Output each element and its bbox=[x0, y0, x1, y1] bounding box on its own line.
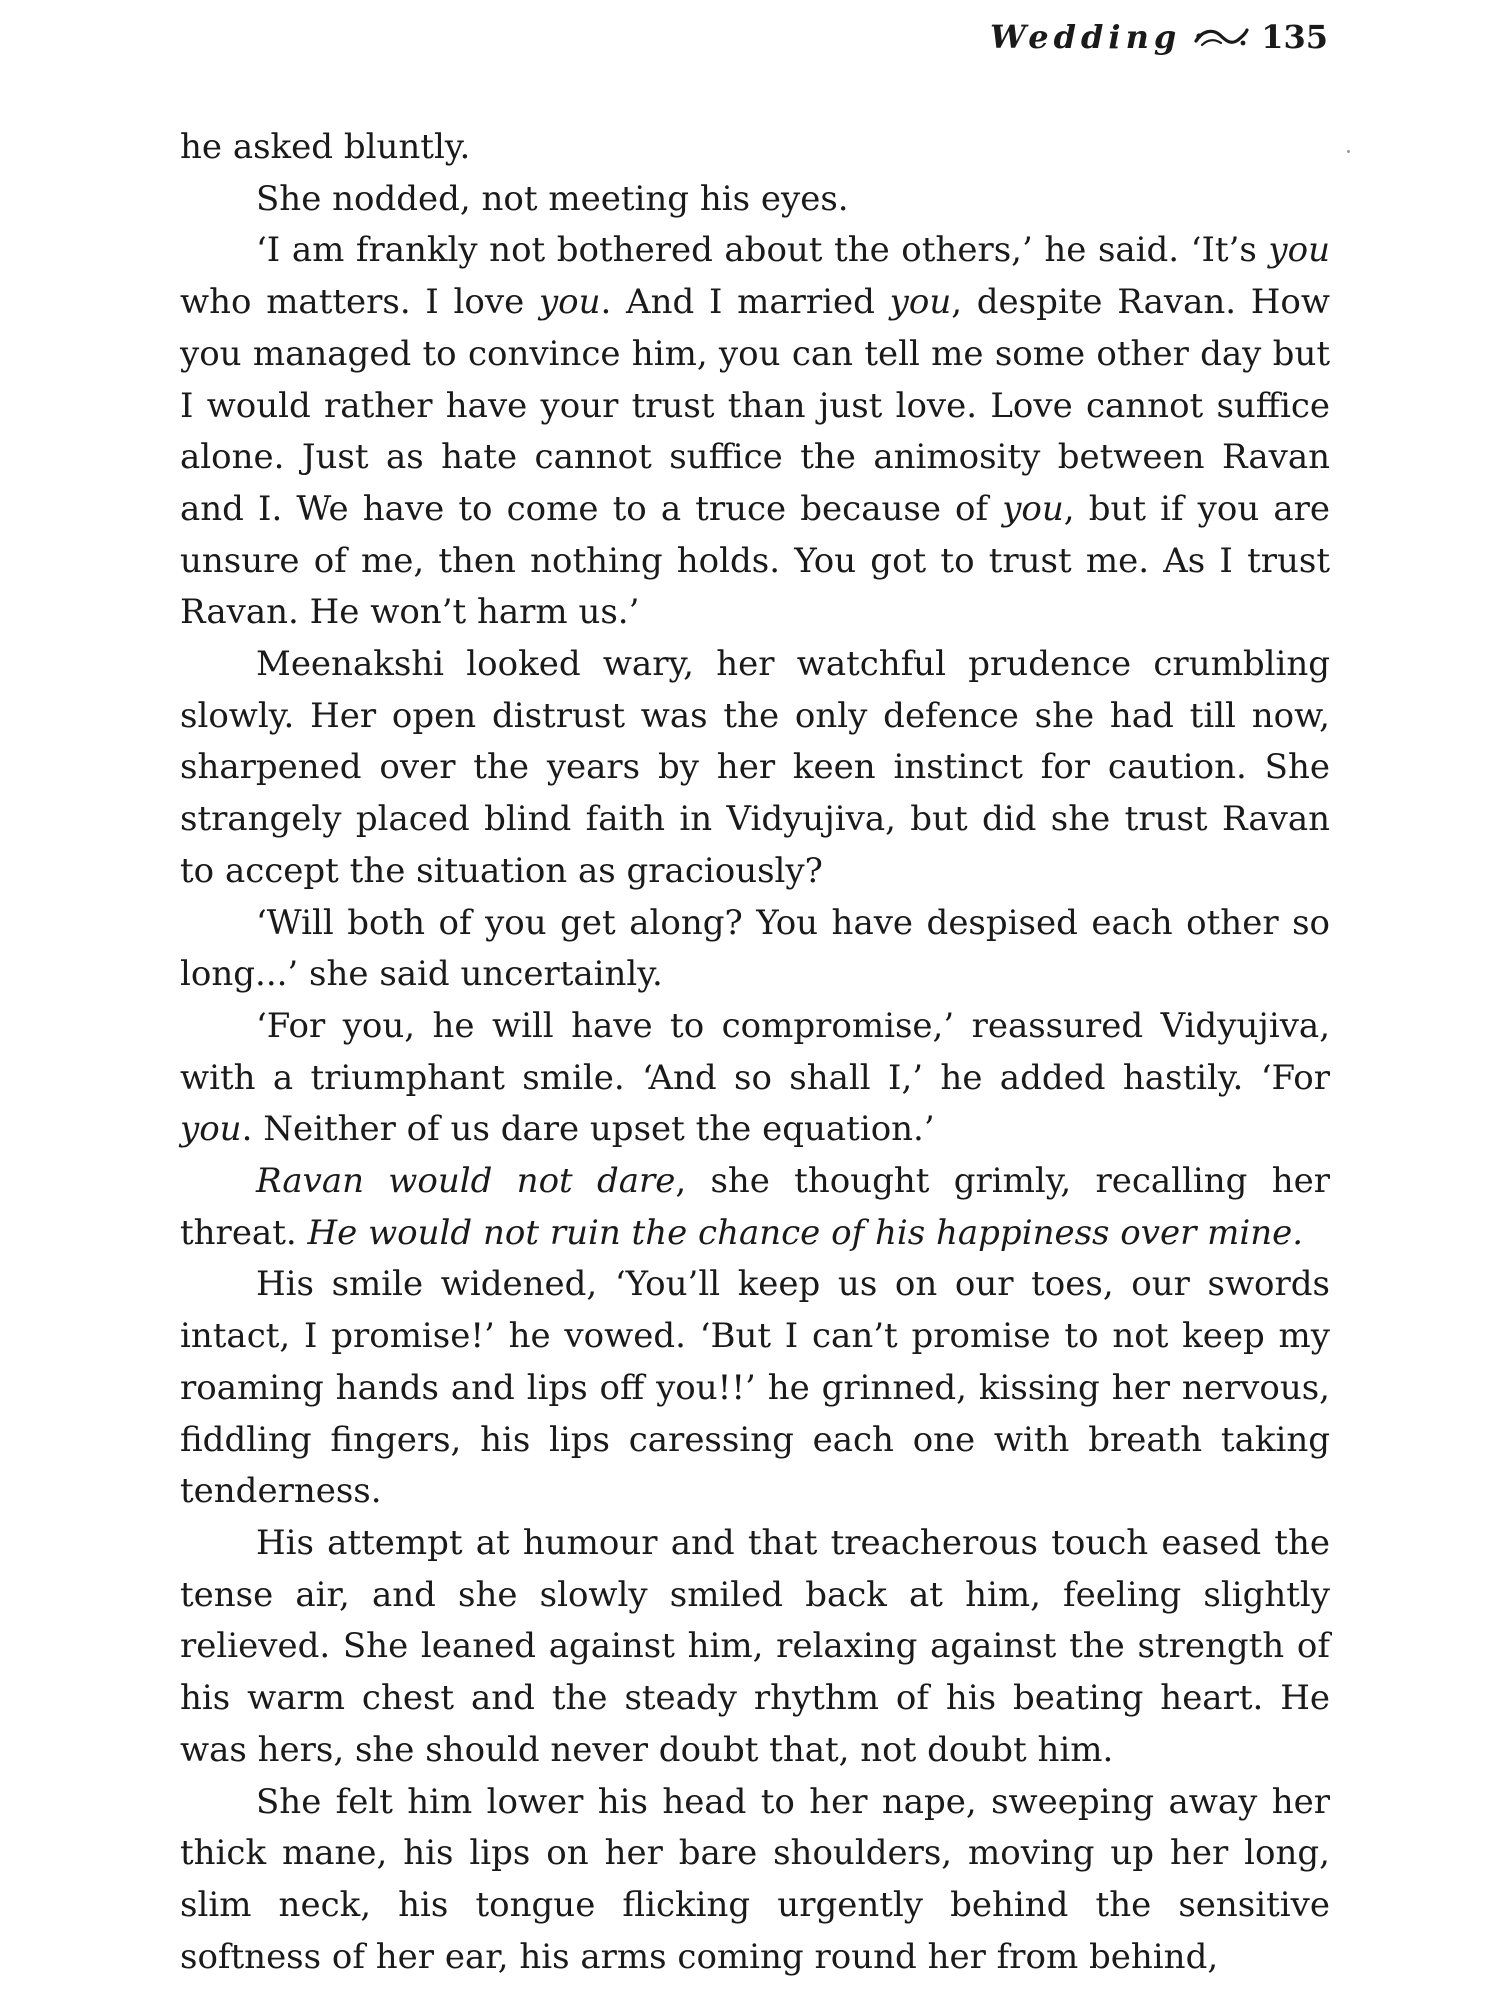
text-run: , despite Ravan. How you managed to convince him, you can tell me some other day but I would rather have your trust than just love. Love cannot suffice alone. Just as hate cannot suffice the animosity between Ravan and I. We have to come to a truce because of bbox=[180, 282, 1331, 529]
italic-text: you bbox=[1268, 230, 1330, 271]
paragraph bbox=[180, 1259, 1330, 1518]
italic-text: you bbox=[538, 282, 601, 323]
chapter-title: Wedding bbox=[989, 18, 1182, 56]
text-run: , but if you are unsure of me, then nothing holds. You got to trust me. As I trust Ravan. He won’t harm us.’ bbox=[180, 488, 1331, 633]
paragraph bbox=[180, 639, 1330, 898]
paragraph bbox=[180, 225, 1330, 639]
print-speck bbox=[1347, 150, 1350, 153]
italic-text: Ravan would not dare bbox=[256, 1161, 676, 1202]
text-run: ‘For you, he will have to compromise,’ reassured Vidyujiva, with a triumphant smile. ‘And so shall I,’ he added hastily. ‘For bbox=[180, 1005, 1330, 1098]
body-text bbox=[180, 122, 1330, 1983]
text-run: ‘Will both of you get along? You have despised each other so long...’ she said uncertainly. bbox=[180, 902, 1330, 995]
paragraph bbox=[180, 1518, 1330, 1777]
page-number: 135 bbox=[1261, 18, 1328, 56]
paragraph bbox=[180, 174, 1330, 226]
italic-text: you bbox=[180, 1109, 242, 1150]
text-run: he asked bluntly. bbox=[180, 127, 471, 167]
text-run: His attempt at humour and that treacherous touch eased the tense air, and she slowly smiled back at him, feeling slightly relieved. She leaned against him, relaxing against the strength of his warm chest and the steady rhythm of his beating heart. He was hers, she should never doubt that, not doubt him. bbox=[180, 1522, 1330, 1770]
text-run: She nodded, not meeting his eyes. bbox=[256, 178, 849, 219]
text-run: . And I married bbox=[600, 282, 890, 323]
text-run: His smile widened, ‘You’ll keep us on our toes, our swords intact, I promise!’ he vowed. ‘But I can’t promise to not keep my roaming hands and lips off you!!’ he grinned, kissing her nervous, fiddling fingers, his lips caressing each one with breath taking tenderness. bbox=[180, 1264, 1330, 1512]
italic-text: you bbox=[1002, 488, 1064, 529]
italic-text: He would not ruin the chance of his happiness over mine. bbox=[307, 1212, 1304, 1253]
running-head bbox=[990, 14, 1328, 60]
paragraph bbox=[180, 898, 1330, 1001]
text-run: who matters. I love bbox=[180, 282, 539, 323]
text-run: , she thought grimly, recalling her threat. bbox=[180, 1161, 1330, 1253]
swash-ornament-icon bbox=[1193, 24, 1249, 50]
text-run: ‘I am frankly not bothered about the others,’ he said. ‘It’s bbox=[256, 230, 1269, 271]
paragraph bbox=[180, 1001, 1330, 1156]
text-run: . Neither of us dare upset the equation.’ bbox=[241, 1109, 935, 1150]
text-run: Meenakshi looked wary, her watchful prudence crumbling slowly. Her open distrust was the only defence she had till now, sharpened over the years by her keen instinct for caution. She strangely placed blind faith in Vidyujiva, but did she trust Ravan to accept the situation as graciously? bbox=[180, 644, 1330, 891]
text-run: She felt him lower his head to her nape, sweeping away her thick mane, his lips on her bare shoulders, moving up her long, slim neck, his tongue flicking urgently behind the sensitive softness of her ear, his arms coming round her from behind, bbox=[180, 1781, 1330, 1977]
paragraph bbox=[180, 1777, 1330, 1984]
paragraph bbox=[180, 1156, 1330, 1259]
italic-text: you bbox=[889, 282, 952, 323]
paragraph bbox=[180, 122, 1330, 174]
